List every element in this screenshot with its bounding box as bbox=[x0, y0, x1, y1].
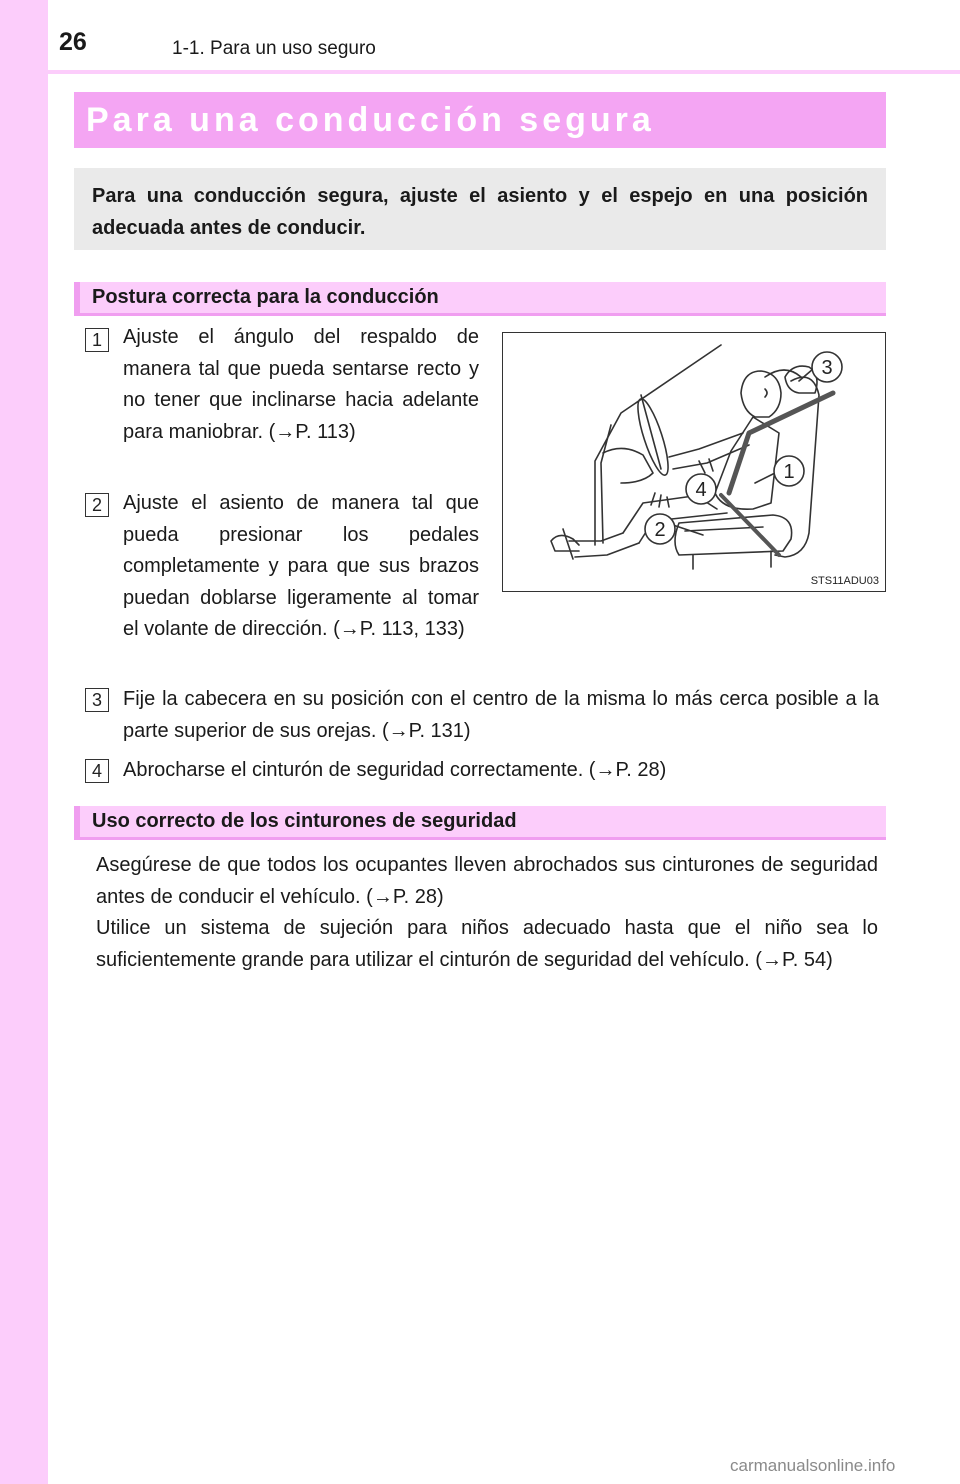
svg-text:1: 1 bbox=[783, 461, 795, 483]
figure-code: STS11ADU03 bbox=[810, 575, 879, 587]
item-text-seat: Ajuste el asiento de manera tal que pueda presionar los pedales completamente y para que sus brazos puedan doblarse ligeramente al tomar el volante de dirección. (→P. 113, 133) bbox=[123, 492, 479, 640]
item-text-headrest: Fije la cabecera en su posición con el centro de la misma lo más cerca posible a la parte superior de sus orejas. (→P. 131) bbox=[123, 688, 879, 742]
seatbelt-paragraph: Asegúrese de que todos los ocupantes lleven abrochados sus cinturones de seguridad antes de conducir el vehículo. (→P. 28) bbox=[96, 854, 878, 908]
item-number-badge: 3 bbox=[85, 688, 109, 712]
driving-posture-figure bbox=[502, 332, 886, 592]
item-number-badge: 2 bbox=[85, 493, 109, 517]
svg-text:2: 2 bbox=[654, 519, 666, 541]
svg-text:3: 3 bbox=[821, 357, 833, 379]
watermark: carmanualsonline.info bbox=[730, 1456, 896, 1475]
item-text-seatbelt: Abrocharse el cinturón de seguridad correctamente. (→P. 28) bbox=[123, 759, 667, 781]
callout-3 bbox=[812, 352, 842, 382]
child-restraint-paragraph: Utilice un sistema de sujeción para niños adecuado hasta que el niño sea lo suficientemente grande para utilizar el cinturón de seguridad del vehículo. (→P. 54) bbox=[96, 917, 878, 971]
item-number-badge: 1 bbox=[85, 328, 109, 352]
page-title: Para una conducción segura bbox=[74, 92, 886, 148]
header-rule bbox=[48, 70, 960, 74]
callout-2 bbox=[645, 514, 675, 544]
driver-seat-illustration bbox=[503, 333, 884, 590]
section-heading-posture: Postura correcta para la conducción bbox=[74, 282, 886, 316]
svg-text:4: 4 bbox=[695, 479, 707, 501]
callout-4 bbox=[686, 474, 716, 504]
item-text-backrest: Ajuste el ángulo del respaldo de manera tal que pueda sentarse recto y no tener que inclinarse hacia adelante para maniobrar. (→P. 113) bbox=[123, 326, 479, 443]
item-number-badge: 4 bbox=[85, 759, 109, 783]
intro-box: Para una conducción segura, ajuste el asiento y el espejo en una posición adecuada antes de conducir. bbox=[74, 168, 886, 250]
page-number: 26 bbox=[59, 28, 87, 56]
section-heading-seatbelts: Uso correcto de los cinturones de seguridad bbox=[74, 806, 886, 840]
page-side-band bbox=[0, 0, 48, 1484]
callout-1 bbox=[774, 456, 804, 486]
running-head: 1-1. Para un uso seguro bbox=[172, 38, 376, 59]
